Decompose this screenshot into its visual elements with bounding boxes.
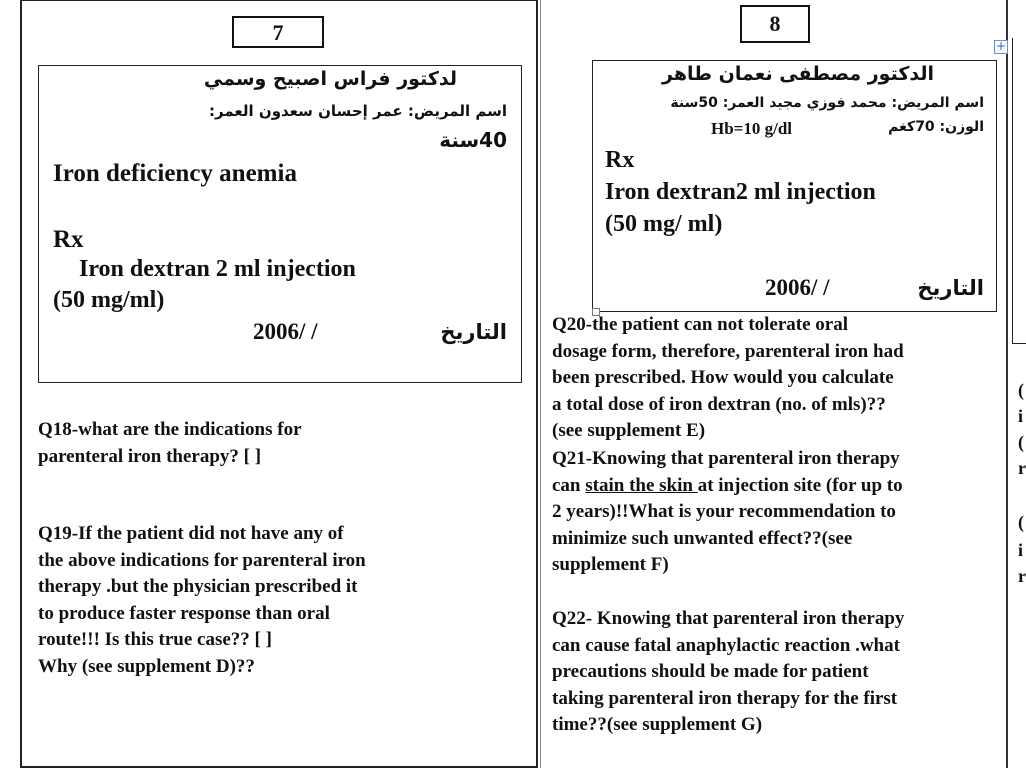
q21-line: Q21-Knowing that parenteral iron therapy (552, 448, 900, 469)
date-value: 2006/ / (765, 275, 830, 300)
q19-line: to produce faster response than oral (38, 602, 330, 624)
patient-age: 40سنة (439, 128, 507, 152)
q22-line: precautions should be made for patient (552, 661, 869, 682)
q20-line: dosage form, therefore, parenteral iron had (552, 340, 904, 362)
q22-line: can cause fatal anaphylactic reaction .what (552, 634, 900, 656)
q18-line: Q18-what are the indications for (38, 419, 302, 440)
date-label: التاريخ (440, 320, 507, 344)
patient-line: اسم المريض: عمر إحسان سعدون العمر: (209, 102, 507, 120)
q21-text: at injection site (for up to (697, 474, 903, 496)
table-move-handle-icon[interactable]: + (995, 39, 1007, 53)
page-9-char: i (1018, 406, 1024, 426)
q21-line: supplement F) (552, 554, 669, 575)
q19-line: the above indications for parenteral iron (38, 549, 366, 571)
q20-line: Q20-the patient can not tolerate oral (552, 314, 849, 335)
page-9-char: i (1018, 540, 1024, 560)
q19-line: therapy .but the physician prescribed it (38, 576, 358, 597)
hemoglobin-value: Hb=10 g/dl (711, 119, 793, 138)
q21-line: minimize such unwanted effect??(see (552, 527, 853, 549)
page-gap-divider (540, 0, 541, 768)
q20-line: been prescribed. How would you calculate (552, 367, 894, 388)
page-number-8: 8 (740, 5, 810, 43)
q20-line: a total dose of iron dextran (no. of mls)?? (552, 393, 886, 415)
q19-line: Q19-If the patient did not have any of (38, 523, 344, 544)
page-right-edge (1006, 0, 1008, 768)
q21-line (552, 473, 903, 500)
page-8 (548, 0, 1006, 768)
page-9-char: r (1018, 566, 1026, 586)
doctor-name: الدكتور مصطفى نعمان طاهر (662, 63, 934, 85)
q22-line: taking parenteral iron therapy for the first (552, 687, 898, 709)
page-number-7: 7 (232, 16, 324, 48)
page-9-char: r (1018, 458, 1026, 478)
question-20 (552, 312, 904, 445)
page-9-fragment (1010, 0, 1024, 768)
page-7 (20, 0, 538, 768)
rx-symbol: Rx (605, 147, 635, 173)
patient-line: اسم المريض: محمد فوزي مجيد العمر: 50سنة (670, 95, 984, 111)
drug-line-1: Iron dextran 2 ml injection (79, 256, 356, 282)
q22-line: time??(see supplement G) (552, 714, 763, 735)
date-label: التاريخ (917, 276, 984, 300)
q19-line: Why (see supplement D)?? (38, 655, 255, 677)
page-9-char: ( (1018, 380, 1024, 400)
question-18 (38, 417, 302, 470)
date-value: 2006/ / (253, 319, 318, 344)
question-22 (552, 606, 904, 739)
prescription-box-8 (592, 60, 997, 312)
q19-line: route!!! Is this true case?? [ ] (38, 629, 272, 650)
q20-line: (see supplement E) (552, 420, 706, 441)
q18-line: parenteral iron therapy? [ ] (38, 445, 262, 467)
drug-line-1: Iron dextran2 ml injection (605, 179, 876, 205)
doctor-name: لدكتور فراس اصبيح وسمي (203, 68, 457, 90)
drug-line-2: (50 mg/ ml) (605, 211, 723, 237)
rx-symbol: Rx (53, 226, 84, 253)
page-9-box-edge (1012, 38, 1026, 344)
page-9-char: ( (1018, 512, 1024, 532)
question-21 (552, 446, 903, 579)
stain-skin-underlined: stain the skin (585, 474, 698, 496)
page-9-char: ( (1018, 432, 1024, 452)
q22-line: Q22- Knowing that parenteral iron therapy (552, 608, 905, 629)
q21-text: can (552, 474, 586, 496)
drug-line-2: (50 mg/ml) (53, 287, 165, 313)
prescription-box-7 (38, 65, 522, 383)
diagnosis: Iron deficiency anemia (53, 160, 297, 187)
q21-line: 2 years)!!What is your recommendation to (552, 501, 896, 522)
question-19 (38, 521, 366, 680)
patient-weight: الوزن: 70كغم (888, 119, 984, 135)
